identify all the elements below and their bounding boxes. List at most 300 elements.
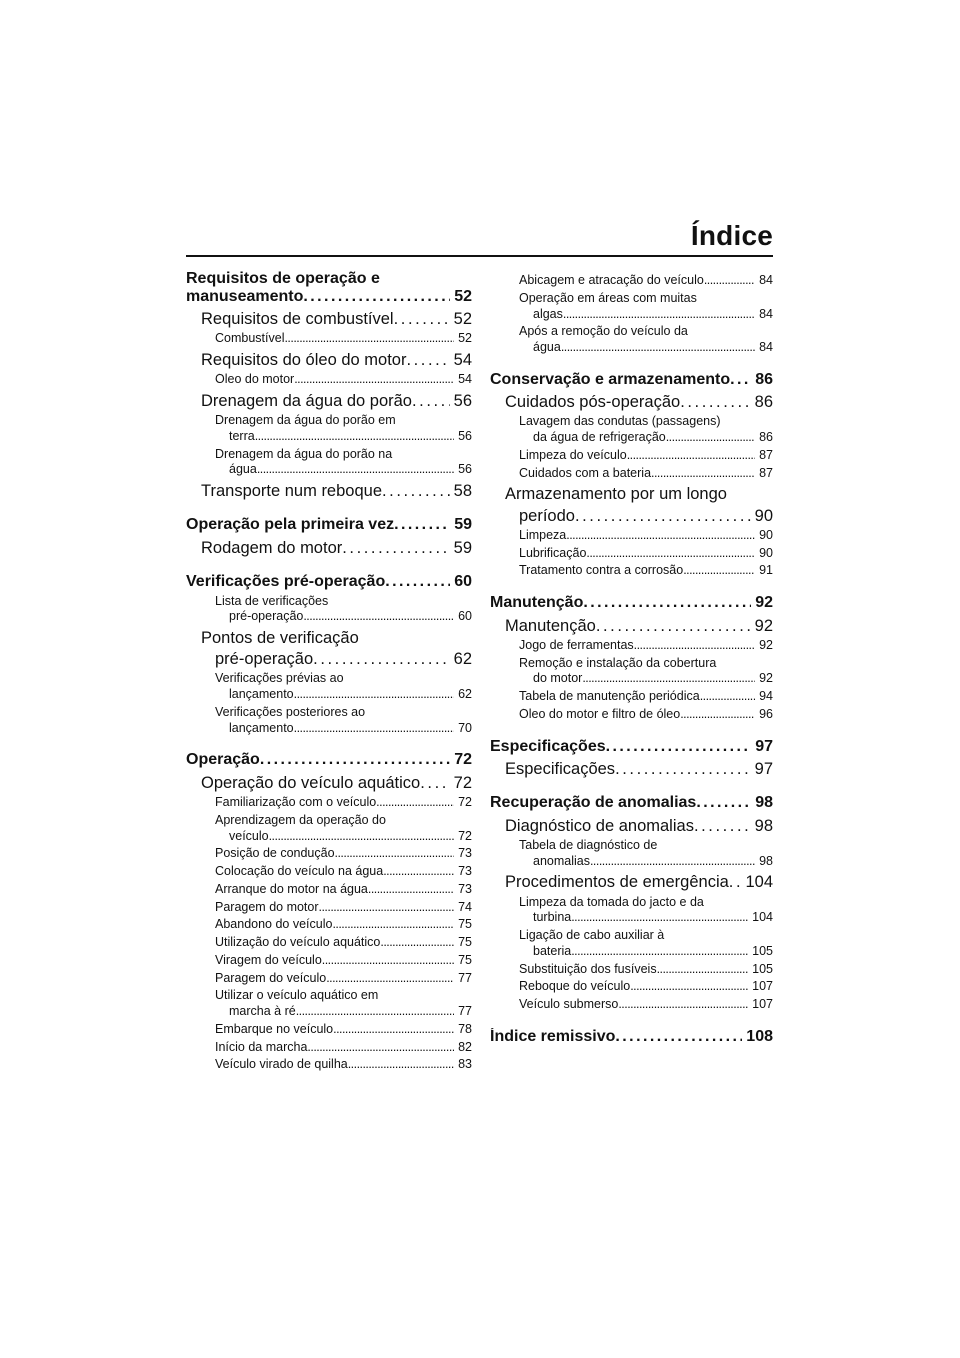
toc-entry-leader-line xyxy=(519,341,773,355)
toc-entry-level-3[interactable] xyxy=(490,963,773,977)
toc-entry-leader-line xyxy=(519,672,773,686)
dot-leader xyxy=(313,650,449,668)
toc-page-number: 98 xyxy=(754,816,773,835)
toc-column-left xyxy=(186,270,472,1072)
toc-entry-title: Remoção e instalação da cobertura xyxy=(519,655,717,670)
toc-entry-leader-line xyxy=(215,796,472,810)
dot-leader xyxy=(694,817,751,835)
toc-entry-leader-line xyxy=(215,373,472,387)
toc-entry-title: Arranque do motor na água xyxy=(215,882,368,896)
dot-leader xyxy=(615,1028,742,1046)
toc-entry-leader-line xyxy=(201,482,472,500)
toc-page-number: 86 xyxy=(759,431,773,445)
dot-leader xyxy=(630,980,748,994)
toc-entry-leader-line xyxy=(215,1023,472,1037)
toc-entry-level-2[interactable] xyxy=(490,485,773,524)
toc-page-number: 107 xyxy=(752,998,773,1012)
toc-page-number: 70 xyxy=(458,721,472,735)
toc-entry-leader-line xyxy=(215,1005,472,1019)
dot-leader xyxy=(571,945,748,959)
toc-entry-title: Rodagem do motor xyxy=(201,538,343,557)
toc-entry-title: pré-operação xyxy=(215,650,314,669)
toc-entry-title: da água de refrigeração xyxy=(533,431,666,445)
toc-entry-leader-line xyxy=(490,1028,773,1046)
toc-page-number: 52 xyxy=(453,310,472,329)
toc-entry-level-3[interactable] xyxy=(186,373,472,387)
toc-entry-level-2[interactable] xyxy=(490,617,773,635)
toc-entry-leader-line xyxy=(519,547,773,561)
toc-entry-title: Viragem do veículo xyxy=(215,953,322,967)
toc-entry-leader-line xyxy=(505,393,773,411)
toc-entry-level-2[interactable] xyxy=(186,482,472,500)
toc-entry-leader-line xyxy=(215,936,472,950)
toc-entry-level-3[interactable] xyxy=(490,467,773,481)
toc-entry-title: Óleo do motor xyxy=(215,373,295,387)
dot-leader xyxy=(606,738,752,756)
dot-leader xyxy=(615,760,751,778)
toc-entry-title: marcha à ré xyxy=(229,1005,296,1019)
toc-entry-leader-line xyxy=(215,883,472,897)
toc-entry-leader-line xyxy=(519,308,773,322)
toc-entry-leader-line xyxy=(519,690,773,704)
dot-leader xyxy=(326,972,454,986)
toc-entry-level-3[interactable] xyxy=(186,448,472,478)
toc-entry-level-3[interactable] xyxy=(186,918,472,932)
toc-entry-level-1[interactable] xyxy=(490,594,773,612)
toc-page-number: 105 xyxy=(752,944,773,958)
toc-entry-level-3[interactable] xyxy=(490,547,773,561)
toc-entry-level-1[interactable] xyxy=(186,516,472,534)
toc-page-number: 75 xyxy=(458,936,472,950)
toc-entry-title: Drenagem da água do porão xyxy=(201,391,412,410)
toc-page-number: 87 xyxy=(759,466,773,480)
dot-leader xyxy=(566,529,755,543)
toc-entry-level-1[interactable] xyxy=(490,794,773,812)
dot-leader xyxy=(406,351,449,369)
title-rule xyxy=(186,255,773,257)
dot-leader xyxy=(382,482,450,500)
dot-leader xyxy=(420,774,449,792)
toc-page-number: 92 xyxy=(759,672,773,686)
toc-page-number: 56 xyxy=(458,429,472,443)
toc-entry-leader-line xyxy=(519,564,773,578)
toc-page-number: 96 xyxy=(759,707,773,721)
toc-entry-title: Recuperação de anomalias xyxy=(490,794,697,812)
dot-leader xyxy=(348,1058,454,1072)
dot-leader xyxy=(333,1023,454,1037)
toc-entry-leader-line xyxy=(505,873,773,891)
toc-entry-level-3[interactable] xyxy=(490,657,773,687)
toc-entry-title: Veículo submerso xyxy=(519,998,619,1012)
dot-leader xyxy=(383,865,454,879)
toc-entry-title: Operação do veículo aquático xyxy=(201,773,421,792)
toc-entry-leader-line xyxy=(215,463,472,477)
toc-entry-level-3[interactable] xyxy=(186,595,472,625)
toc-entry-level-3[interactable] xyxy=(490,639,773,653)
toc-entry-level-2[interactable] xyxy=(186,629,472,668)
toc-entry-title: Drenagem da água do porão em xyxy=(215,413,396,428)
toc-entry-title: Armazenamento por um longo xyxy=(505,485,727,504)
toc-entry-level-3[interactable] xyxy=(490,980,773,994)
toc-entry-title: Embarque no veículo xyxy=(215,1022,334,1036)
toc-page-number: 90 xyxy=(754,506,773,525)
dot-leader xyxy=(561,341,755,355)
toc-entry-leader-line xyxy=(490,794,773,812)
toc-page-number: 78 xyxy=(458,1022,472,1036)
toc-entry-leader-line xyxy=(215,830,472,844)
toc-entry-level-3[interactable] xyxy=(186,814,472,844)
toc-page-number: 72 xyxy=(458,796,472,810)
dot-leader xyxy=(680,708,755,722)
toc-page-number: 72 xyxy=(453,773,472,792)
dot-leader xyxy=(583,594,751,612)
toc-entry-level-3[interactable] xyxy=(186,883,472,897)
dot-leader xyxy=(255,430,454,444)
dot-leader xyxy=(385,573,450,591)
toc-entry-title: Verificações prévias ao xyxy=(215,671,344,686)
toc-entry-leader-line xyxy=(519,529,773,543)
toc-entry-level-2[interactable] xyxy=(490,393,773,411)
toc-page-number: 91 xyxy=(759,564,773,578)
toc-entry-leader-line xyxy=(201,392,472,410)
toc-entry-leader-line xyxy=(215,430,472,444)
toc-page-number: 74 xyxy=(458,900,472,914)
toc-entry-title: Combustível xyxy=(215,332,285,346)
toc-entry-level-3[interactable] xyxy=(186,332,472,346)
toc-entry-title: Verificações pré-operação xyxy=(186,572,386,590)
toc-entry-level-2[interactable] xyxy=(186,310,472,328)
dot-leader xyxy=(380,936,454,950)
toc-entry-level-3[interactable] xyxy=(186,972,472,986)
toc-page-number: 84 xyxy=(759,341,773,354)
toc-entry-title: Ligação de cabo auxiliar à xyxy=(519,928,665,943)
toc-entry-leader-line xyxy=(519,855,773,869)
dot-leader xyxy=(332,918,454,932)
toc-entry-title: Manutenção xyxy=(490,594,584,612)
toc-page-number: 84 xyxy=(759,307,773,321)
dot-leader xyxy=(303,288,450,306)
toc-page-number: 104 xyxy=(752,911,773,925)
toc-entry-title: Reboque do veículo xyxy=(519,980,631,994)
toc-entry-level-3[interactable] xyxy=(186,865,472,879)
toc-entry-leader-line xyxy=(201,774,472,792)
toc-entry-level-3[interactable] xyxy=(186,989,472,1019)
toc-page-number: 92 xyxy=(754,616,773,635)
dot-leader xyxy=(590,855,755,869)
dot-leader xyxy=(303,610,454,624)
dot-leader xyxy=(269,830,454,844)
toc-entry-leader-line xyxy=(201,650,472,668)
toc-entry-title: Jogo de ferramentas xyxy=(519,638,634,652)
dot-leader xyxy=(368,883,454,897)
toc-entry-title: Manutenção xyxy=(505,616,596,635)
toc-entry-level-3[interactable] xyxy=(490,449,773,463)
toc-entry-level-2[interactable] xyxy=(490,873,773,891)
toc-entry-title: Requisitos do óleo do motor xyxy=(201,351,407,370)
dot-leader xyxy=(696,794,751,812)
toc-entry-title: Óleo do motor e filtro de óleo xyxy=(519,707,681,721)
toc-entry-level-3[interactable] xyxy=(490,690,773,704)
toc-page-number: 62 xyxy=(458,688,472,702)
toc-entry-title: Conservação e armazenamento xyxy=(490,370,731,388)
dot-leader xyxy=(260,751,450,769)
toc-page-number: 94 xyxy=(759,690,773,703)
dot-leader xyxy=(680,393,750,411)
toc-entry-title: Familiarização com o veículo xyxy=(215,796,377,810)
toc-entry-title: Posição de condução xyxy=(215,847,335,861)
toc-entry-leader-line xyxy=(519,431,773,445)
toc-entry-leader-line xyxy=(519,945,773,959)
toc-page-number: 90 xyxy=(759,546,773,560)
toc-entry-leader-line xyxy=(505,617,773,635)
toc-entry-title: lançamento xyxy=(229,688,294,702)
toc-entry-leader-line xyxy=(186,288,472,306)
toc-entry-leader-line xyxy=(505,760,773,778)
toc-entry-title: lançamento xyxy=(229,721,294,735)
dot-leader xyxy=(319,901,455,915)
toc-entry-level-2[interactable] xyxy=(186,392,472,410)
toc-entry-level-3[interactable] xyxy=(490,839,773,869)
dot-leader xyxy=(257,463,454,477)
toc-entry-level-3[interactable] xyxy=(490,325,773,355)
dot-leader xyxy=(582,672,755,686)
dot-leader xyxy=(729,873,742,891)
toc-entry-level-3[interactable] xyxy=(490,274,773,288)
dot-leader xyxy=(704,274,755,288)
dot-leader xyxy=(651,467,755,481)
toc-entry-leader-line xyxy=(215,722,472,736)
toc-page-number: 86 xyxy=(755,370,773,388)
toc-entry-leader-line xyxy=(186,751,472,769)
toc-entry-level-3[interactable] xyxy=(490,415,773,445)
toc-page-number: 62 xyxy=(453,650,472,669)
toc-page-number: 108 xyxy=(746,1027,773,1045)
toc-page-number: 56 xyxy=(458,463,472,477)
toc-entry-title: Utilizar o veículo aquático em xyxy=(215,988,379,1003)
dot-leader xyxy=(627,449,755,463)
toc-entry-leader-line xyxy=(215,332,472,346)
dot-leader xyxy=(294,688,454,702)
dot-leader xyxy=(586,547,755,561)
toc-page-number: 84 xyxy=(759,274,773,287)
toc-page-number: 92 xyxy=(759,638,773,652)
toc-entry-title: Tabela de diagnóstico de xyxy=(519,837,658,852)
dot-leader xyxy=(412,392,450,410)
toc-entry-title: Lista de verificações xyxy=(215,593,329,608)
toc-entry-title: Requisitos de combustível xyxy=(201,310,394,329)
toc-entry-leader-line xyxy=(215,610,472,624)
dot-leader xyxy=(683,564,755,578)
toc-entry-title: Paragem do veículo xyxy=(215,971,327,985)
toc-entry-title: Veículo virado de quilha xyxy=(215,1058,348,1072)
toc-entry-title: Lubrificação xyxy=(519,546,587,560)
toc-entry-level-1[interactable] xyxy=(186,573,472,591)
dot-leader xyxy=(335,847,455,861)
toc-entry-leader-line xyxy=(186,573,472,591)
toc-entry-title: pré-operação xyxy=(229,610,304,624)
toc-entry-leader-line xyxy=(519,639,773,653)
toc-entry-leader-line xyxy=(490,738,773,756)
dot-leader xyxy=(657,963,749,977)
toc-entry-title: Pontos de verificação xyxy=(201,629,359,648)
toc-entry-level-3[interactable] xyxy=(186,1041,472,1055)
toc-page-number: 77 xyxy=(458,971,472,985)
toc-entry-leader-line xyxy=(215,972,472,986)
toc-entry-title: terra xyxy=(229,429,255,443)
dot-leader xyxy=(307,1041,454,1055)
toc-entry-level-2[interactable] xyxy=(186,351,472,369)
toc-page-number: 77 xyxy=(458,1005,472,1019)
toc-page-number: 54 xyxy=(458,373,472,387)
toc-entry-leader-line xyxy=(215,688,472,702)
toc-entry-title: Índice remissivo xyxy=(490,1027,616,1045)
toc-page-number: 59 xyxy=(453,538,472,557)
toc-entry-title: algas xyxy=(533,307,563,321)
toc-entry-title: Substituição dos fusíveis xyxy=(519,962,657,976)
toc-entry-leader-line xyxy=(215,954,472,968)
dot-leader xyxy=(394,516,450,534)
toc-page-number: 52 xyxy=(454,287,472,305)
toc-page-number: 73 xyxy=(458,847,472,861)
toc-page-number: 54 xyxy=(453,351,472,370)
toc-entry-leader-line xyxy=(519,467,773,481)
toc-page-number: 97 xyxy=(754,760,773,779)
toc-entry-leader-line xyxy=(201,539,472,557)
toc-entry-level-2[interactable] xyxy=(186,539,472,557)
toc-entry-title: Limpeza do veículo xyxy=(519,448,627,462)
dot-leader xyxy=(284,332,454,346)
toc-entry-level-1[interactable] xyxy=(490,371,773,389)
dot-leader xyxy=(394,310,450,328)
toc-page-number: 73 xyxy=(458,882,472,896)
toc-entry-level-3[interactable] xyxy=(490,564,773,578)
dot-leader xyxy=(342,539,449,557)
toc-entry-title: bateria xyxy=(533,944,572,958)
toc-entry-level-1[interactable] xyxy=(490,1028,773,1046)
toc-entry-level-3[interactable] xyxy=(186,847,472,861)
toc-entry-level-1[interactable] xyxy=(186,751,472,769)
toc-entry-level-1[interactable] xyxy=(490,738,773,756)
toc-entry-level-3[interactable] xyxy=(186,1058,472,1072)
toc-entry-level-3[interactable] xyxy=(490,998,773,1012)
toc-entry-level-3[interactable] xyxy=(490,292,773,322)
toc-page-number: 107 xyxy=(752,980,773,994)
toc-entry-level-3[interactable] xyxy=(186,954,472,968)
toc-entry-title: Operação em áreas com muitas xyxy=(519,290,697,305)
toc-page-number: 59 xyxy=(454,516,472,534)
toc-entry-leader-line xyxy=(519,980,773,994)
toc-page-number: 72 xyxy=(458,829,472,843)
toc-entry-title: água xyxy=(533,341,561,354)
toc-entry-leader-line xyxy=(519,449,773,463)
toc-page-number: 92 xyxy=(755,594,773,612)
toc-entry-title: Transporte num reboque xyxy=(201,482,382,501)
toc-entry-level-3[interactable] xyxy=(490,529,773,543)
toc-page-number: 86 xyxy=(754,393,773,412)
toc-entry-leader-line xyxy=(490,594,773,612)
toc-entry-level-2[interactable] xyxy=(490,817,773,835)
toc-page-number: 52 xyxy=(458,332,472,346)
dot-leader xyxy=(571,911,748,925)
toc-entry-leader-line xyxy=(186,516,472,534)
dot-leader xyxy=(730,371,751,389)
toc-entry-level-3[interactable] xyxy=(186,414,472,444)
toc-entry-title: Verificações posteriores ao xyxy=(215,704,366,719)
toc-column-right xyxy=(490,270,773,1045)
dot-leader xyxy=(575,507,751,525)
toc-entry-level-3[interactable] xyxy=(186,901,472,915)
toc-entry-level-3[interactable] xyxy=(186,1023,472,1037)
toc-entry-level-3[interactable] xyxy=(186,936,472,950)
toc-entry-title: Lavagem das condutas (passagens) xyxy=(519,414,721,429)
dot-leader xyxy=(294,722,454,736)
toc-entry-leader-line xyxy=(519,963,773,977)
dot-leader xyxy=(563,308,755,322)
toc-entry-title: Diagnóstico de anomalias xyxy=(505,816,694,835)
toc-page-number: 75 xyxy=(458,953,472,967)
toc-entry-level-3[interactable] xyxy=(186,672,472,702)
dot-leader xyxy=(596,617,751,635)
toc-entry-title: Procedimentos de emergência xyxy=(505,873,729,892)
toc-entry-title: Especificações xyxy=(505,760,616,779)
toc-entry-leader-line xyxy=(505,817,773,835)
toc-entry-leader-line xyxy=(519,911,773,925)
toc-entry-title: período xyxy=(519,506,575,525)
toc-page-number: 75 xyxy=(458,918,472,932)
toc-entry-level-3[interactable] xyxy=(186,796,472,810)
toc-page-number: 87 xyxy=(759,448,773,462)
toc-entry-title: Cuidados pós-operação xyxy=(505,393,681,412)
toc-page-number: 56 xyxy=(453,391,472,410)
toc-page-number: 97 xyxy=(755,737,773,755)
dot-leader xyxy=(634,639,755,653)
toc-entry-title: turbina xyxy=(533,911,572,925)
toc-entry-level-2[interactable] xyxy=(490,760,773,778)
toc-entry-leader-line xyxy=(201,351,472,369)
toc-entry-title: Requisitos de operação e xyxy=(186,270,380,287)
toc-page-number: 72 xyxy=(454,751,472,769)
toc-entry-level-3[interactable] xyxy=(490,896,773,926)
toc-entry-title: Drenagem da água do porão na xyxy=(215,446,393,461)
toc-entry-title: Aprendizagem da operação do xyxy=(215,812,386,827)
toc-page-number: 60 xyxy=(454,572,472,590)
toc-entry-title: veículo xyxy=(229,829,269,843)
dot-leader xyxy=(700,690,755,704)
toc-entry-title: Limpeza da tomada do jacto e da xyxy=(519,894,704,909)
toc-entry-level-3[interactable] xyxy=(186,706,472,736)
toc-entry-title: anomalias xyxy=(533,854,590,868)
toc-page-number: 105 xyxy=(752,962,773,976)
toc-entry-title: Utilização do veículo aquático xyxy=(215,936,381,950)
toc-entry-title: Abicagem e atracação do veículo xyxy=(519,274,704,287)
toc-entry-level-3[interactable] xyxy=(490,929,773,959)
page-title: Índice xyxy=(690,220,773,251)
dot-leader xyxy=(376,796,454,810)
toc-entry-title: manuseamento xyxy=(186,287,304,305)
toc-entry-title: Especificações xyxy=(490,737,606,755)
toc-entry-level-1[interactable] xyxy=(186,270,472,305)
toc-page-number: 104 xyxy=(745,873,773,892)
toc-entry-leader-line xyxy=(215,865,472,879)
toc-entry-title: Colocação do veículo na água xyxy=(215,865,384,879)
toc-entry-title: Cuidados com a bateria xyxy=(519,466,652,480)
toc-page-number: 98 xyxy=(755,794,773,812)
toc-page-number: 82 xyxy=(458,1040,472,1054)
dot-leader xyxy=(666,431,755,445)
toc-page-number: 58 xyxy=(453,482,472,501)
toc-entry-level-2[interactable] xyxy=(186,774,472,792)
toc-entry-level-3[interactable] xyxy=(490,708,773,722)
